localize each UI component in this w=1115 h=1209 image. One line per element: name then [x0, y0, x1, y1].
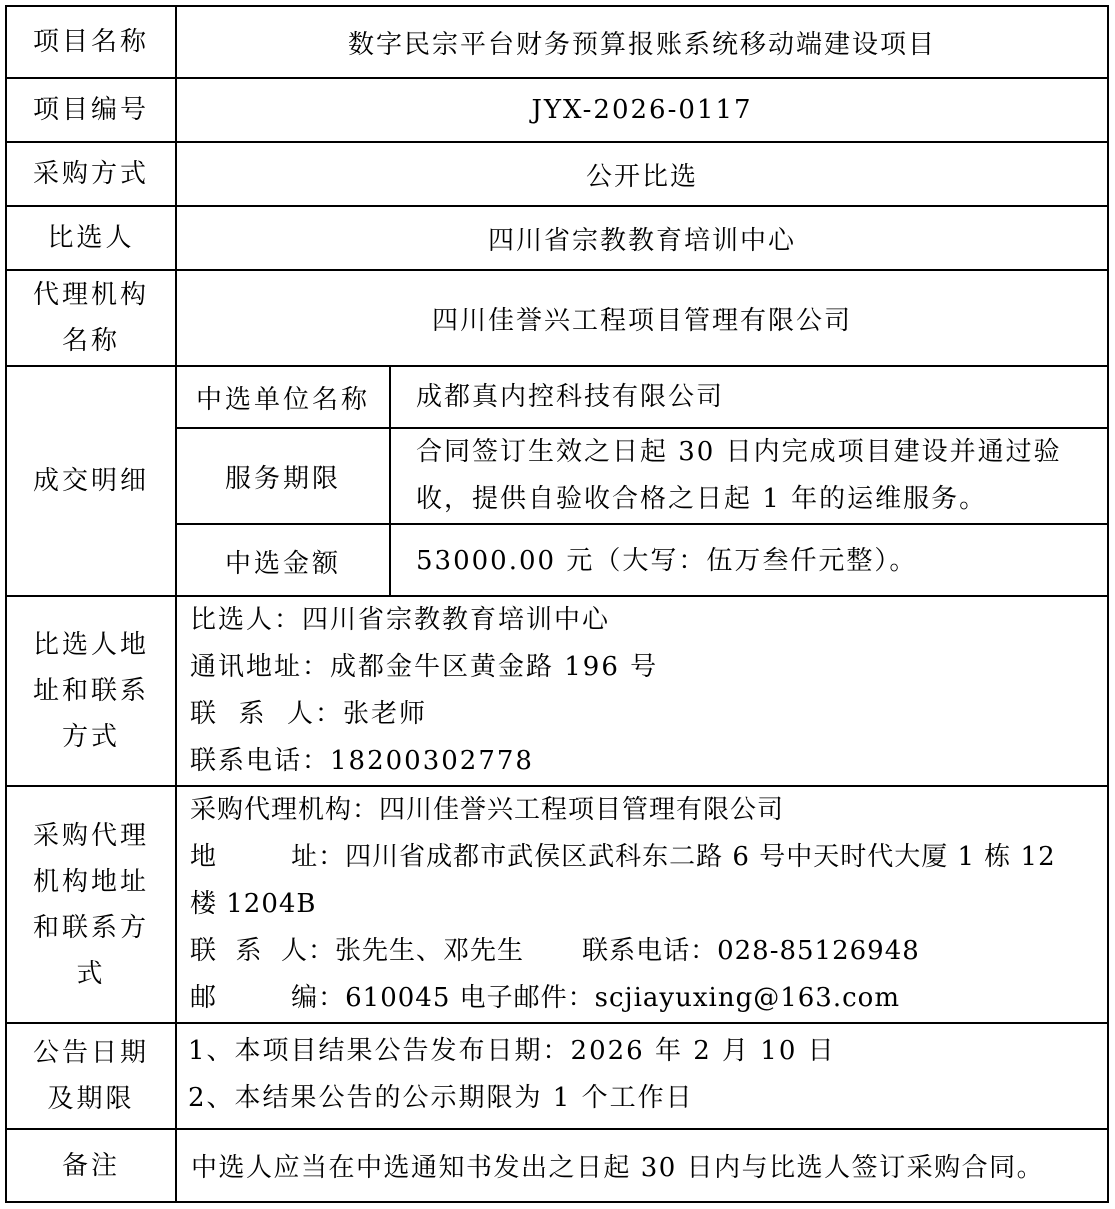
value-agency-contact [177, 787, 1107, 1022]
label-agency-line1: 代理机构 [32, 280, 149, 310]
label-selector-contact [7, 597, 177, 785]
value-selector-contact [177, 597, 1107, 785]
value-service-period [391, 429, 1107, 523]
value-project-name: 数字民宗平台财务预算报账系统移动端建设项目 [347, 29, 936, 60]
label-agency-contact-line4: 式 [76, 958, 106, 989]
label-agency-contact [7, 787, 177, 1022]
value-remarks: 中选人应当在中选通知书发出之日起 30 日内与比选人签订采购合同。 [191, 1153, 1045, 1183]
label-amount: 中选金额 [177, 525, 391, 597]
service-period-line1: 合同签订生效之日起 30 日内完成项目建设并通过验 [416, 437, 1062, 467]
value-procurement-method: 公开比选 [585, 161, 698, 192]
result-announcement-table [5, 5, 1109, 1203]
value-project-number: JYX-2026-0117 [531, 95, 753, 125]
row-project-name [7, 7, 1107, 79]
selector-contact-address: 通讯地址：成都金牛区黄金路 196 号 [190, 652, 659, 682]
agency-contact-postcode-email: 邮 编：610045 电子邮件：scjiayuxing@163.com [190, 983, 900, 1013]
label-agency-contact-line3: 和联系方 [32, 912, 149, 943]
service-period-line2: 收，提供自验收合格之日起 1 年的运维服务。 [416, 484, 988, 514]
value-amount: 53000.00 元（大写：伍万叁仟元整）。 [416, 545, 918, 576]
label-procurement-method: 采购方式 [7, 143, 177, 205]
label-project-number: 项目编号 [7, 79, 177, 141]
label-agency-line2: 名称 [61, 326, 120, 356]
label-notice-date-line1: 公告日期 [32, 1038, 149, 1068]
value-notice-date [177, 1024, 1107, 1128]
label-selector-contact-line2: 址和联系 [32, 676, 149, 706]
sub-row-amount [177, 525, 1107, 597]
label-project-name: 项目名称 [7, 7, 177, 77]
notice-period: 2、本结果公告的公示期限为 1 个工作日 [188, 1083, 694, 1113]
row-selector [7, 207, 1107, 271]
value-agency-name: 四川佳誉兴工程项目管理有限公司 [431, 305, 852, 336]
notice-publish-date: 1、本项目结果公告发布日期：2026 年 2 月 10 日 [188, 1036, 836, 1066]
label-service-period: 服务期限 [177, 429, 391, 523]
agency-contact-name: 采购代理机构：四川佳誉兴工程项目管理有限公司 [190, 795, 785, 825]
label-notice-date-line2: 及期限 [47, 1084, 135, 1114]
agency-contact-address: 地 址：四川省成都市武侯区武科东二路 6 号中天时代大厦 1 栋 12 [190, 842, 1056, 872]
label-agency-contact-line2: 机构地址 [32, 866, 149, 897]
row-remarks [7, 1130, 1107, 1201]
label-notice-date [7, 1024, 177, 1128]
row-agency-name [7, 271, 1107, 367]
row-procurement-method [7, 143, 1107, 207]
row-project-number [7, 79, 1107, 143]
label-remarks: 备注 [7, 1130, 177, 1201]
sub-row-winner [177, 367, 1107, 429]
label-selector: 比选人 [7, 207, 177, 269]
label-deal-details: 成交明细 [7, 367, 177, 595]
label-agency-name [7, 271, 177, 365]
value-winner: 成都真内控科技有限公司 [416, 381, 725, 412]
selector-contact-name: 比选人：四川省宗教教育培训中心 [190, 605, 611, 635]
label-selector-contact-line1: 比选人地 [32, 630, 149, 660]
selector-contact-phone: 联系电话：18200302778 [190, 746, 534, 776]
sub-row-service-period [177, 429, 1107, 525]
agency-contact-address-cont: 楼 1204B [190, 889, 317, 919]
row-notice-date [7, 1024, 1107, 1130]
row-deal-details [7, 367, 1107, 597]
selector-contact-person: 联 系 人：张老师 [190, 699, 428, 729]
row-selector-contact [7, 597, 1107, 787]
label-selector-contact-line3: 方式 [61, 722, 120, 752]
row-agency-contact [7, 787, 1107, 1024]
label-winner: 中选单位名称 [177, 367, 391, 427]
agency-contact-phone: 联系电话：028-85126948 [582, 936, 920, 966]
label-agency-contact-line1: 采购代理 [32, 820, 149, 851]
agency-contact-people-row [190, 928, 1095, 975]
agency-contact-person: 联 系 人：张先生、邓先生 [190, 936, 525, 966]
value-selector: 四川省宗教教育培训中心 [487, 225, 796, 256]
